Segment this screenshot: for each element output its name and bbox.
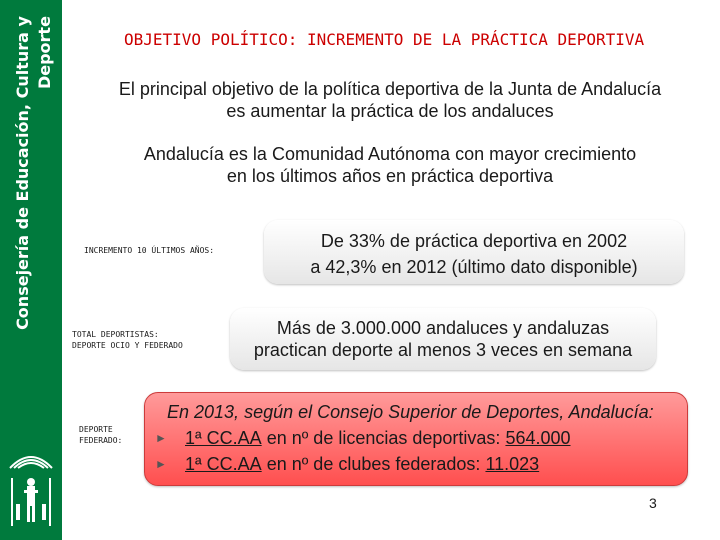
- total-box-line1: Más de 3.000.000 andaluces y andaluzas: [276, 318, 610, 338]
- increment-label-line1: INCREMENTO 10 ÚLTIMOS AÑOS:: [84, 246, 215, 255]
- list-item: [145, 425, 687, 451]
- item-value: 11.023: [485, 454, 540, 474]
- sidebar-title-line1: Consejería de Educación, Cultura y: [13, 15, 33, 330]
- total-box: [230, 308, 656, 370]
- increment-box-line2: a 42,3% en 2012 (último dato disponible): [310, 257, 638, 277]
- growth-line2: en los últimos años en práctica deportiva: [226, 166, 554, 186]
- sidebar-title-line2: Deporte: [35, 15, 55, 89]
- slide-title: OBJETIVO POLÍTICO: INCREMENTO DE LA PRÁCTICA DEPORTIVA: [124, 30, 645, 49]
- total-box-line2: practican deporte al menos 3 veces en semana: [253, 340, 633, 360]
- growth-paragraph: [80, 143, 700, 187]
- rank-text: 1ª CC.AA: [185, 428, 262, 448]
- item-text: en nº de licencias deportivas:: [266, 428, 501, 448]
- total-label: [72, 329, 183, 351]
- junta-de-andalucia-emblem-icon: [0, 438, 62, 538]
- intro-line1: El principal objetivo de la política deportiva de la Junta de Andalucía: [118, 79, 662, 99]
- sidebar-title: [8, 0, 60, 345]
- sidebar: [0, 0, 62, 540]
- federated-label-line1: DEPORTE: [79, 425, 113, 434]
- intro-paragraph: [80, 78, 700, 122]
- page-number: 3: [649, 495, 657, 511]
- federated-box-heading: En 2013, según el Consejo Superior de Deportes, Andalucía:: [167, 402, 654, 422]
- federated-box: [144, 392, 688, 486]
- item-value: 564.000: [505, 428, 571, 448]
- federated-label: [79, 424, 122, 446]
- intro-line2: es aumentar la práctica de los andaluces: [226, 101, 554, 121]
- item-text: en nº de clubes federados:: [266, 454, 481, 474]
- total-label-line2: DEPORTE OCIO Y FEDERADO: [72, 341, 183, 350]
- triangle-bullet-icon: ►: [155, 457, 167, 471]
- list-item: [145, 451, 687, 477]
- growth-line1: Andalucía es la Comunidad Autónoma con mayor crecimiento: [143, 144, 637, 164]
- increment-box: [264, 220, 684, 284]
- federated-label-line2: FEDERADO:: [79, 436, 123, 445]
- total-label-line1: TOTAL DEPORTISTAS:: [72, 330, 159, 339]
- increment-label: [84, 245, 214, 256]
- rank-text: 1ª CC.AA: [185, 454, 262, 474]
- triangle-bullet-icon: ►: [155, 431, 167, 445]
- increment-box-line1: De 33% de práctica deportiva en 2002: [320, 231, 628, 251]
